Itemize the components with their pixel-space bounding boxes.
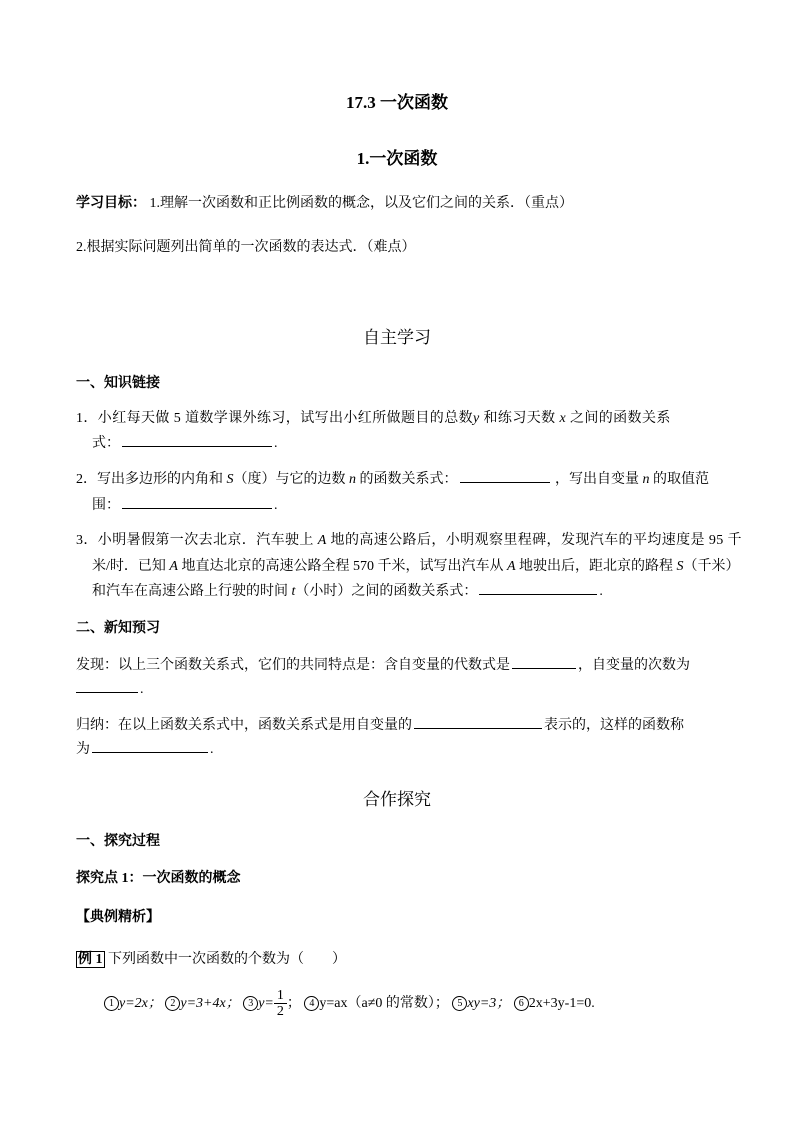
example-1-options — [104, 984, 595, 1024]
induction-line-2: 为 . — [76, 738, 214, 758]
question-1-line-1: 1．小红每天做 5 道数学课外练习，试写出小红所做题目的总数y 和练习天数 x 之间的函数关系 — [76, 411, 671, 426]
section-title-cooperative: 合作探究 — [363, 790, 431, 809]
option-number: 6 — [514, 996, 529, 1011]
answer-blank-representation[interactable] — [414, 714, 542, 729]
question-3-line-1: 3．小明暑假第一次去北京．汽车驶上 A 地的高速公路后，小明观察里程碑，发现汽车的平均速度是 95 千 — [76, 533, 742, 548]
discovery-line-2: . — [76, 678, 144, 698]
goal-line-1 — [76, 192, 573, 212]
heading-example-analysis: 【典例精析】 — [76, 910, 160, 925]
discovery-line-1: 发现：以上三个函数关系式，它们的共同特点是：含自变量的代数式是 ，自变量的次数为 — [76, 654, 690, 674]
option-1: y=2x； — [119, 996, 162, 1011]
answer-blank-degree[interactable] — [76, 678, 138, 693]
example-1-label: 例 1 — [78, 952, 103, 967]
option-number: 4 — [304, 996, 319, 1011]
option-number: 3 — [243, 996, 258, 1011]
goal-1-text: 1.理解一次函数和正比例函数的概念，以及它们之间的关系．（重点） — [146, 196, 573, 211]
example-1-line — [76, 948, 346, 968]
answer-blank-expression-type[interactable] — [512, 654, 576, 669]
question-2-line-2: 围： . — [92, 494, 278, 514]
page-subtitle: 1.一次函数 — [356, 149, 438, 168]
option-number: 2 — [165, 996, 180, 1011]
page-title: 17.3 一次函数 — [346, 93, 448, 112]
answer-blank-q3[interactable] — [479, 580, 597, 595]
exploration-point-1: 探究点 1：一次函数的概念 — [76, 871, 241, 886]
example-1-question: 下列函数中一次函数的个数为（ ） — [104, 952, 346, 967]
option-5: xy=3； — [467, 996, 511, 1011]
answer-blank-q1[interactable] — [122, 432, 272, 447]
heading-knowledge-link: 一、知识链接 — [76, 376, 160, 391]
answer-blank-function-name[interactable] — [92, 738, 208, 753]
option-3: y= $\frac{1}{2}$ ； — [258, 988, 301, 1020]
heading-new-knowledge: 二、新知预习 — [76, 621, 160, 636]
option-number: 1 — [104, 996, 119, 1011]
answer-blank-q2-range[interactable] — [122, 494, 272, 509]
goal-line-2: 2.根据实际问题列出简单的一次函数的表达式．（难点） — [76, 240, 416, 255]
question-3-line-3: 和汽车在高速公路上行驶的时间 t（小时）之间的函数关系式： . — [92, 580, 603, 600]
section-title-self-study: 自主学习 — [363, 328, 431, 347]
question-2-line-1: 2．写出多边形的内角和 S（度）与它的边数 n 的函数关系式： ，写出自变量 n 的取值范 — [76, 468, 709, 488]
option-number: 5 — [452, 996, 467, 1011]
goals-label: 学习目标： — [76, 196, 146, 211]
option-6: 2x+3y-1=0. — [528, 996, 595, 1011]
answer-blank-q2-formula[interactable] — [460, 468, 550, 483]
induction-line-1: 归纳：在以上函数关系式中，函数关系式是用自变量的 表示的，这样的函数称 — [76, 714, 684, 734]
fraction-one-half: $\frac{1}{2}$ — [274, 988, 287, 1019]
question-3-line-2: 米/时．已知 A 地直达北京的高速公路全程 570 千米，试写出汽车从 A 地驶出后，距北京的路程 S（千米） — [92, 559, 740, 574]
option-4: y=ax（a≠0 的常数）； — [319, 996, 449, 1011]
question-1-line-2: 式： . — [92, 432, 278, 452]
heading-exploration-process: 一、探究过程 — [76, 834, 160, 849]
option-2: y=3+4x； — [180, 996, 240, 1011]
